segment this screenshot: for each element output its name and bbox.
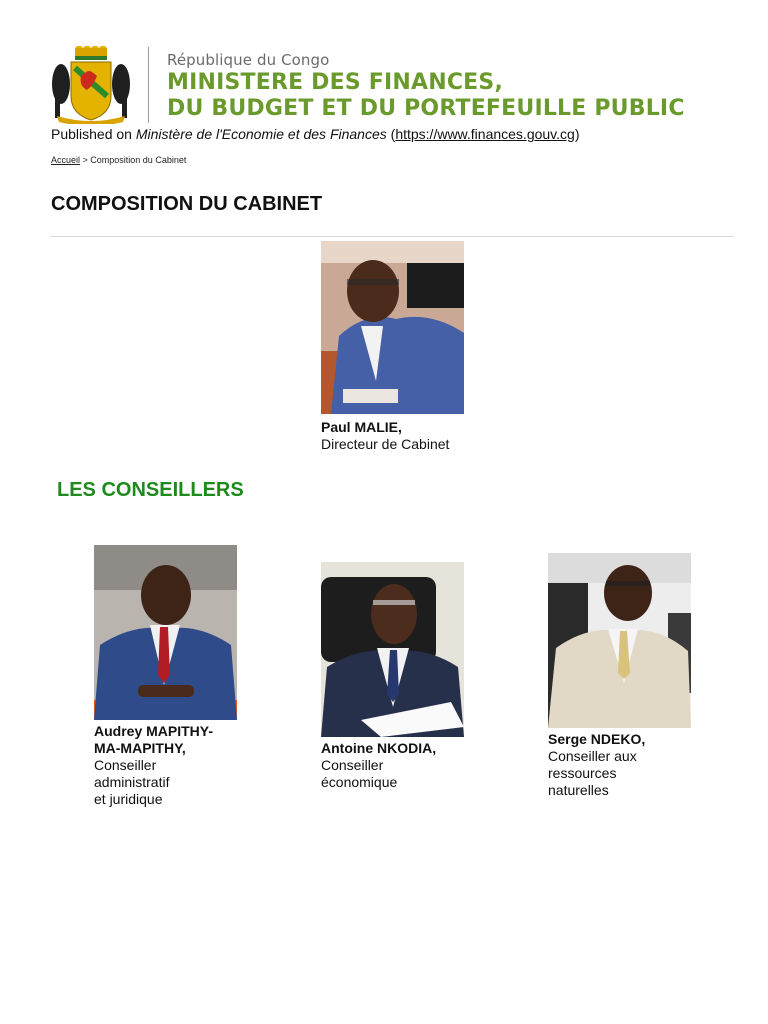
advisor-photo-1 bbox=[94, 545, 237, 720]
ministry-name-line1: MINISTERE DES FINANCES, bbox=[167, 70, 504, 95]
advisor-caption-2 bbox=[321, 740, 481, 791]
advisor-1-name-line1: Audrey MAPITHY- bbox=[94, 723, 214, 739]
director-role: Directeur de Cabinet bbox=[321, 436, 450, 452]
page-title: COMPOSITION DU CABINET bbox=[51, 193, 323, 215]
published-open: ( bbox=[386, 126, 396, 142]
published-prefix: Published on bbox=[51, 126, 136, 142]
advisor-3-role-line1: Conseiller aux bbox=[548, 748, 637, 764]
advisor-photo-2 bbox=[321, 562, 464, 737]
breadcrumb bbox=[51, 155, 186, 165]
advisor-caption-1 bbox=[94, 723, 254, 808]
director-caption bbox=[321, 419, 521, 453]
advisor-3-role-line2: ressources bbox=[548, 765, 617, 781]
advisor-1-role-line1: Conseiller bbox=[94, 757, 157, 773]
coat-of-arms-logo bbox=[51, 46, 131, 124]
published-on bbox=[51, 126, 579, 142]
header-divider bbox=[148, 47, 149, 123]
advisors-heading: LES CONSEILLERS bbox=[57, 479, 244, 501]
advisor-photo-3 bbox=[548, 553, 691, 728]
breadcrumb-home-link[interactable]: Accueil bbox=[51, 155, 81, 165]
advisor-3-role-line3: naturelles bbox=[548, 782, 609, 798]
breadcrumb-current: Composition du Cabinet bbox=[90, 155, 187, 165]
advisor-1-role-line2: administratif bbox=[94, 774, 170, 790]
published-site: Ministère de l'Economie et des Finances bbox=[135, 126, 387, 142]
breadcrumb-separator: > bbox=[80, 155, 91, 165]
advisor-2-role-line2: économique bbox=[321, 774, 398, 790]
republic-name: République du Congo bbox=[167, 51, 330, 69]
title-divider bbox=[51, 236, 733, 237]
advisor-3-name: Serge NDEKO, bbox=[548, 731, 646, 747]
advisor-1-role-line3: et juridique bbox=[94, 791, 163, 807]
advisor-2-name: Antoine NKODIA, bbox=[321, 740, 437, 756]
coat-of-arms-icon bbox=[51, 46, 131, 124]
published-close: ) bbox=[574, 126, 580, 142]
advisor-caption-3 bbox=[548, 731, 708, 799]
ministry-name-line2: DU BUDGET ET DU PORTEFEUILLE PUBLIC bbox=[167, 96, 685, 121]
advisor-1-name-line2: MA-MAPITHY, bbox=[94, 740, 186, 756]
director-photo bbox=[321, 241, 464, 414]
advisor-2-role-line1: Conseiller bbox=[321, 757, 384, 773]
director-name: Paul MALIE, bbox=[321, 419, 402, 435]
published-url-link[interactable]: https://www.finances.gouv.cg bbox=[395, 126, 575, 142]
